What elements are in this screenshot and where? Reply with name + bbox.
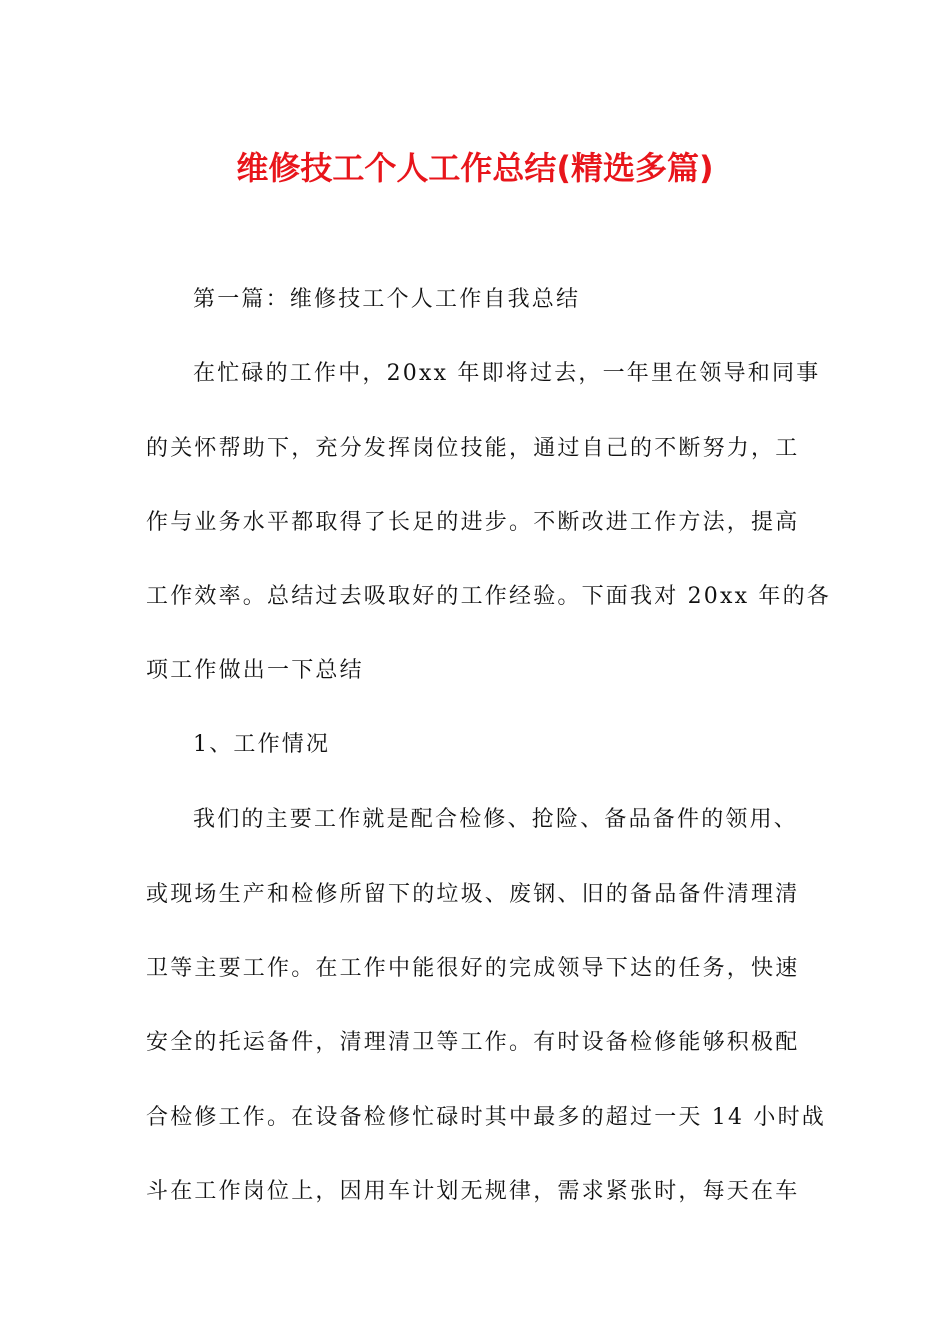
paragraph-line: 合检修工作。在设备检修忙碌时其中最多的超过一天 14 小时战 [146,1105,826,1130]
paragraph-line: 卫等主要工作。在工作中能很好的完成领导下达的任务，快速 [146,956,800,981]
paragraph-line: 斗在工作岗位上，因用车计划无规律，需求紧张时，每天在车 [146,1179,800,1204]
paragraph-line: 项工作做出一下总结 [146,658,364,683]
document-title: 维修技工个人工作总结(精选多篇) [236,149,714,187]
paragraph-line: 我们的主要工作就是配合检修、抢险、备品备件的领用、 [193,807,799,832]
paragraph-line: 安全的托运备件，清理清卫等工作。有时设备检修能够积极配 [146,1030,800,1055]
paragraph-line: 在忙碌的工作中，20xx 年即将过去，一年里在领导和同事 [193,361,821,386]
subsection-heading: 1、工作情况 [193,732,331,757]
paragraph-line: 作与业务水平都取得了长足的进步。不断改进工作方法，提高 [146,510,800,535]
paragraph-line: 或现场生产和检修所留下的垃圾、废钢、旧的备品备件清理清 [146,882,800,907]
paragraph-line: 工作效率。总结过去吸取好的工作经验。下面我对 20xx 年的各 [146,584,831,609]
section-heading-1: 第一篇：维修技工个人工作自我总结 [193,287,581,312]
paragraph-line: 的关怀帮助下，充分发挥岗位技能，通过自己的不断努力，工 [146,436,800,461]
